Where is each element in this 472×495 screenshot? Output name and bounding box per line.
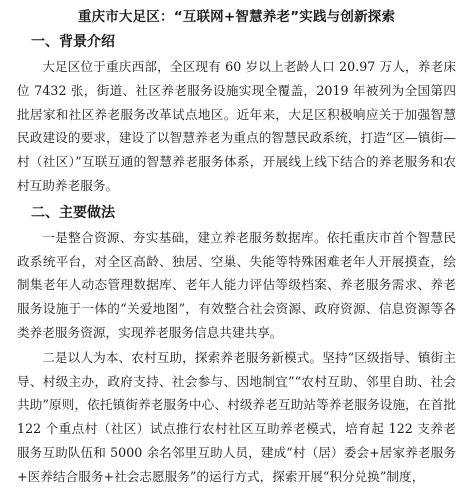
section-heading-background: 一、背景介绍 xyxy=(31,34,115,50)
document-title: 重庆市大足区：“互联网+智慧养老”实践与创新探索 xyxy=(77,9,396,25)
paragraph-practice-two: 二是以人为本、农村互助，探索养老服务新模式。坚持“区级指导、镇街主导、村级主办，政府支持、社会参与、因地制宜”“农村互助、邻里自助、社会共助”原则，依托镇街养老服务中心、村级养老互助站等养老服务设施，在首批 122 个重点村（社区）试点推行农村社区互助养老模式，培育起 122 支养老服务互助队伍和 5000 余名邻里互助人员，建成“村（居）委会+居家养老服务+医养结合服务+社会志愿服务”的运行方式，探索开展“积分兑换”制度， xyxy=(17,349,456,484)
paragraph-practice-one: 一是整合资源、夯实基础，建立养老服务数据库。依托重庆市首个智慧民政系统平台，对全区高龄、独居、空巢、失能等特殊困难老年人开展摸查，绘制集老年人动态管理数据库、老年人能力评估等级档案、养老服务需求、养老服务设施于一体的“关爱地图”，有效整合社会资源、政府资源、信息资源等各类养老服务资源，实现养老服务信息共建共享。 xyxy=(17,229,456,340)
paragraph-background: 大足区位于重庆西部，全区现有 60 岁以上老龄人口 20.97 万人，养老床位 7432 张，街道、社区养老服务设施实现全覆盖，2019 年被列为全国第四批居家和社区养老服务改革试点地区。近年来，大足区积极响应关于加强智慧民政建设的要求，建设了以智慧养老为重点的智慧民政系统，打造“区—镇街—村（社区）”互联互通的智慧养老服务体系，开展线上线下结合的养老服务和农村互助养老服务。 xyxy=(17,59,456,193)
section-heading-practices: 二、主要做法 xyxy=(31,204,115,221)
